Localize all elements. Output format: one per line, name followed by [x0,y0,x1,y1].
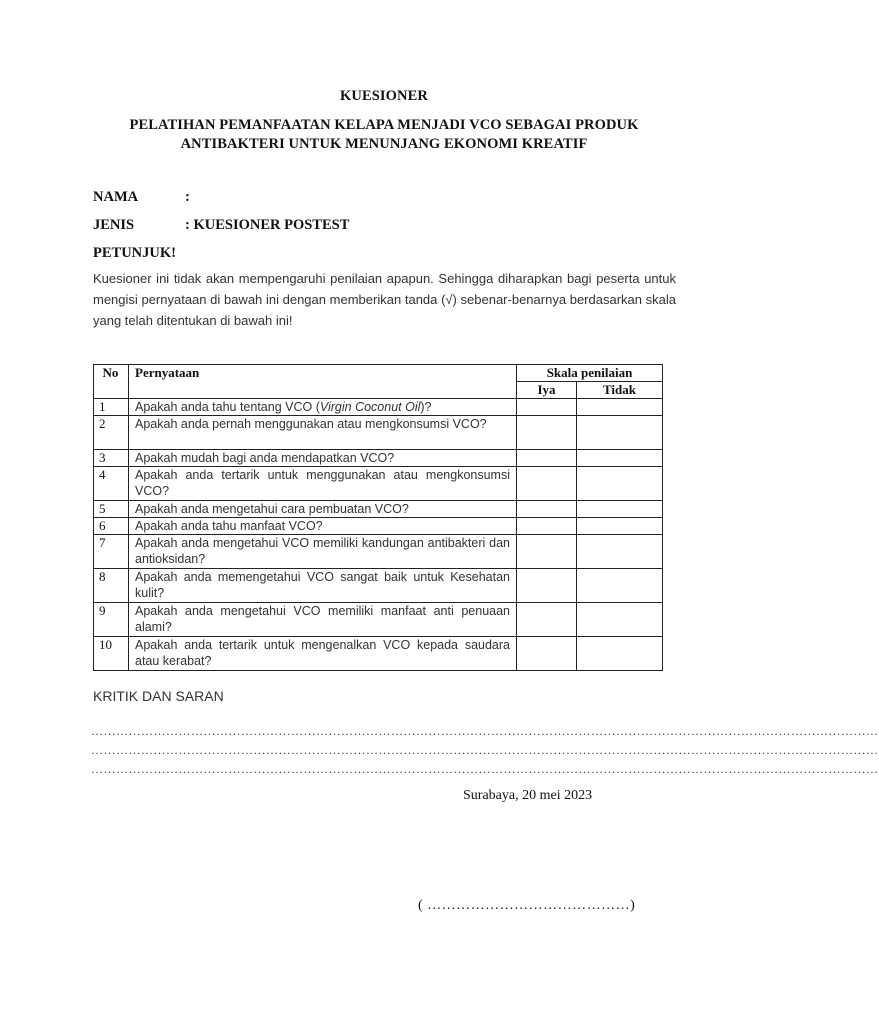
table-row [94,569,663,603]
questionnaire-table [93,364,663,671]
instructions-text: Kuesioner ini tidak akan mempengaruhi penilaian apapun. Sehingga diharapkan bagi peserta untuk mengisi pernyataan di bawah ini dengan memberikan tanda (√) sebenar-benarnya berdasarkan skala yang telah ditentukan di bawah ini! [93,271,676,328]
subtitle-line-2: ANTIBAKTERI UNTUK MENUNJANG EKONOMI KREATIF [180,136,588,152]
jenis-value: : KUESIONER POSTEST [185,217,350,233]
answer-no-cell[interactable] [577,450,663,467]
row-statement: Apakah anda tertarik untuk menggunakan atau mengkonsumsi VCO? [129,467,517,501]
row-number: 7 [94,535,129,569]
row-statement: Apakah mudah bagi anda mendapatkan VCO? [129,450,517,467]
row-statement: Apakah anda mengetahui VCO memiliki kandungan antibakteri dan antioksidan? [129,535,517,569]
table-row [94,467,663,501]
comment-line-1[interactable]: ……………………………………………………………………………………………………………………………………………………………………… [91,724,879,738]
table-row [94,535,663,569]
row-statement: Apakah anda memengetahui VCO sangat baik untuk Kesehatan kulit? [129,569,517,603]
table-row [94,518,663,535]
answer-no-cell[interactable] [577,467,663,501]
col-statement-header: Pernyataan [129,365,517,399]
row-number: 4 [94,467,129,501]
row-number: 5 [94,501,129,518]
jenis-label: JENIS [93,217,135,233]
row-number: 6 [94,518,129,535]
nama-value: : [185,189,190,205]
row-statement: Apakah anda pernah menggunakan atau mengkonsumsi VCO? [129,416,517,450]
row-statement: Apakah anda tertarik untuk mengenalkan VCO kepada saudara atau kerabat? [129,637,517,671]
table-row [94,603,663,637]
row-number: 10 [94,637,129,671]
jenis-field [93,217,349,234]
table-row [94,399,663,416]
row-statement: Apakah anda tahu manfaat VCO? [129,518,517,535]
comment-line-2[interactable]: ……………………………………………………………………………………………………………………………………………………………………… [91,743,879,757]
answer-no-cell[interactable] [577,637,663,671]
answer-no-cell[interactable] [577,501,663,518]
answer-no-cell[interactable] [577,416,663,450]
comment-line-3[interactable]: ……………………………………………………………………………………………………………………………………………………………………… [91,762,879,776]
answer-yes-cell[interactable] [517,637,577,671]
row-statement: Apakah anda mengetahui cara pembuatan VCO? [129,501,517,518]
row-number: 8 [94,569,129,603]
table-row [94,637,663,671]
answer-no-cell[interactable] [577,603,663,637]
petunjuk-label: PETUNJUK! [93,245,176,261]
nama-label: NAMA [93,189,139,205]
table-row [94,416,663,450]
answer-yes-cell[interactable] [517,467,577,501]
answer-no-cell[interactable] [577,569,663,603]
table-row [94,501,663,518]
row-statement: Apakah anda mengetahui VCO memiliki manfaat anti penuaan alami? [129,603,517,637]
answer-no-cell[interactable] [577,535,663,569]
row-number: 1 [94,399,129,416]
table-row [94,450,663,467]
answer-yes-cell[interactable] [517,501,577,518]
row-number: 9 [94,603,129,637]
subtitle-line-1: PELATIHAN PEMANFAATAN KELAPA MENJADI VCO SEBAGAI PRODUK [129,117,639,133]
answer-yes-cell[interactable] [517,518,577,535]
signature-line[interactable]: ( ……………………………………) [418,898,636,913]
col-yes-header: Iya [517,382,577,399]
col-no-answer-header: Tidak [577,382,663,399]
answer-yes-cell[interactable] [517,569,577,603]
kritik-label: KRITIK DAN SARAN [93,688,224,704]
answer-yes-cell[interactable] [517,450,577,467]
place-date: Surabaya, 20 mei 2023 [463,788,593,803]
answer-yes-cell[interactable] [517,603,577,637]
page-title: KUESIONER [340,88,428,104]
nama-field [93,189,190,206]
row-number: 2 [94,416,129,450]
row-number: 3 [94,450,129,467]
page-subtitle [0,116,768,154]
answer-yes-cell[interactable] [517,535,577,569]
answer-yes-cell[interactable] [517,399,577,416]
col-no-header: No [94,365,129,399]
answer-no-cell[interactable] [577,518,663,535]
answer-no-cell[interactable] [577,399,663,416]
col-scale-header: Skala penilaian [517,365,663,382]
answer-yes-cell[interactable] [517,416,577,450]
row-statement: Apakah anda tahu tentang VCO (Virgin Coconut Oil)? [129,399,517,416]
